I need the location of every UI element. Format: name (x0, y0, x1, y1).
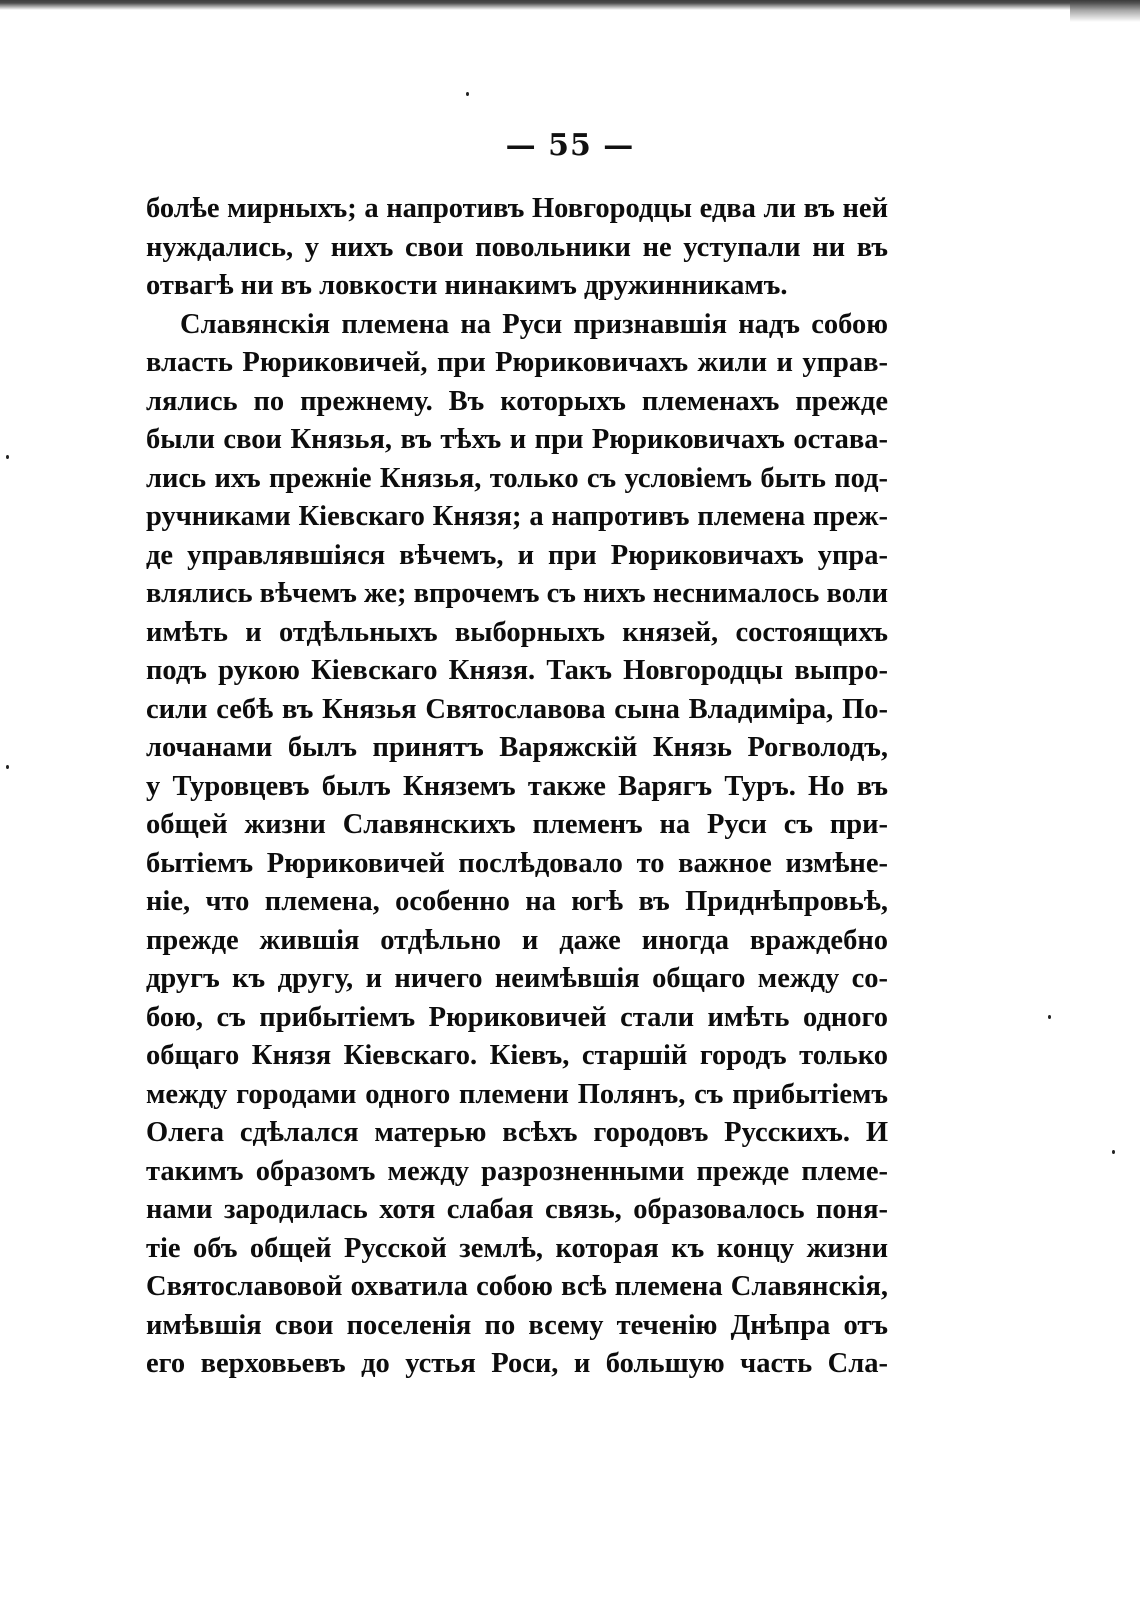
scan-corner-mark (1070, 0, 1140, 22)
scan-speck (6, 765, 9, 769)
text-line: Славянскія племена на Руси признавшія надъ собою (180, 308, 888, 340)
text-line: другъ къ другу, и ничего неимѣвшія общаго между со- (146, 963, 888, 994)
text-line: влялись вѣчемъ же; впрочемъ съ нихъ неснималось воли (146, 578, 888, 609)
text-line: нами зародилась хотя слабая связь, образовалось поня- (146, 1194, 888, 1225)
text-line: лялись по прежнему. Въ которыхъ племенахъ прежде (146, 385, 888, 417)
text-line: нуждались, у нихъ свои повольники не уступали ни въ (146, 231, 888, 263)
text-line: отвагѣ ни въ ловкости нинакимъ дружинникамъ. (146, 270, 788, 301)
text-line: между городами одного племени Полянъ, съ прибытіемъ (146, 1078, 888, 1110)
text-line: бою, съ прибытіемъ Рюриковичей стали имѣть одного (146, 1001, 888, 1033)
scan-speck (6, 455, 9, 459)
text-line: бытіемъ Рюриковичей послѣдовало то важное измѣне- (146, 847, 888, 879)
text-line: Олега сдѣлался матерью всѣхъ городовъ Русскихъ. И (146, 1117, 888, 1148)
scan-speck (466, 92, 469, 96)
text-line: общаго Князя Кіевскаго. Кіевъ, старшій городъ только (146, 1040, 888, 1071)
text-line: ручниками Кіевскаго Князя; а напротивъ племена преж- (146, 501, 888, 532)
text-line: подъ рукою Кіевскаго Князя. Такъ Новгородцы выпро- (146, 655, 888, 686)
text-line: лочанами былъ принятъ Варяжскій Князь Рогволодъ, (146, 732, 888, 763)
text-line: у Туровцевъ былъ Княземъ также Варягъ Туръ. Но въ (146, 770, 888, 802)
text-line: общей жизни Славянскихъ племенъ на Руси съ при- (146, 809, 888, 840)
text-line: такимъ образомъ между разрозненными прежде племе- (146, 1155, 888, 1187)
scan-top-edge (0, 0, 1140, 10)
text-line: имѣвшія свои поселенія по всему теченію Днѣпра отъ (146, 1309, 888, 1341)
text-line: Святославовой охватила собою всѣ племена Славянскія, (146, 1271, 888, 1302)
body-text (146, 190, 888, 1384)
scan-speck (1112, 1150, 1115, 1154)
text-line: были свои Князья, въ тѣхъ и при Рюриковичахъ остава- (146, 424, 888, 455)
text-line: ніе, что племена, особенно на югѣ въ Приднѣпровьѣ, (146, 886, 888, 917)
text-line: лись ихъ прежніе Князья, только съ условіемъ быть под- (146, 462, 888, 494)
text-line: сили себѣ въ Князья Святославова сына Владиміра, По- (146, 693, 888, 725)
text-line: болѣе мирныхъ; а напротивъ Новгородцы едва ли въ ней (146, 193, 888, 224)
text-line: власть Рюриковичей, при Рюриковичахъ жили и управ- (146, 347, 888, 378)
page-number: — 55 — (505, 128, 635, 163)
text-line: тіе объ общей Русской землѣ, которая къ концу жизни (146, 1232, 888, 1264)
text-line: его верховьевъ до устья Роси, и большую часть Сла- (146, 1348, 888, 1379)
text-line: имѣть и отдѣльныхъ выборныхъ князей, состоящихъ (146, 616, 888, 648)
text-line: прежде жившія отдѣльно и даже иногда враждебно (146, 924, 888, 956)
text-line: де управлявшіяся вѣчемъ, и при Рюриковичахъ упра- (146, 539, 888, 571)
scan-speck (1048, 1015, 1051, 1019)
